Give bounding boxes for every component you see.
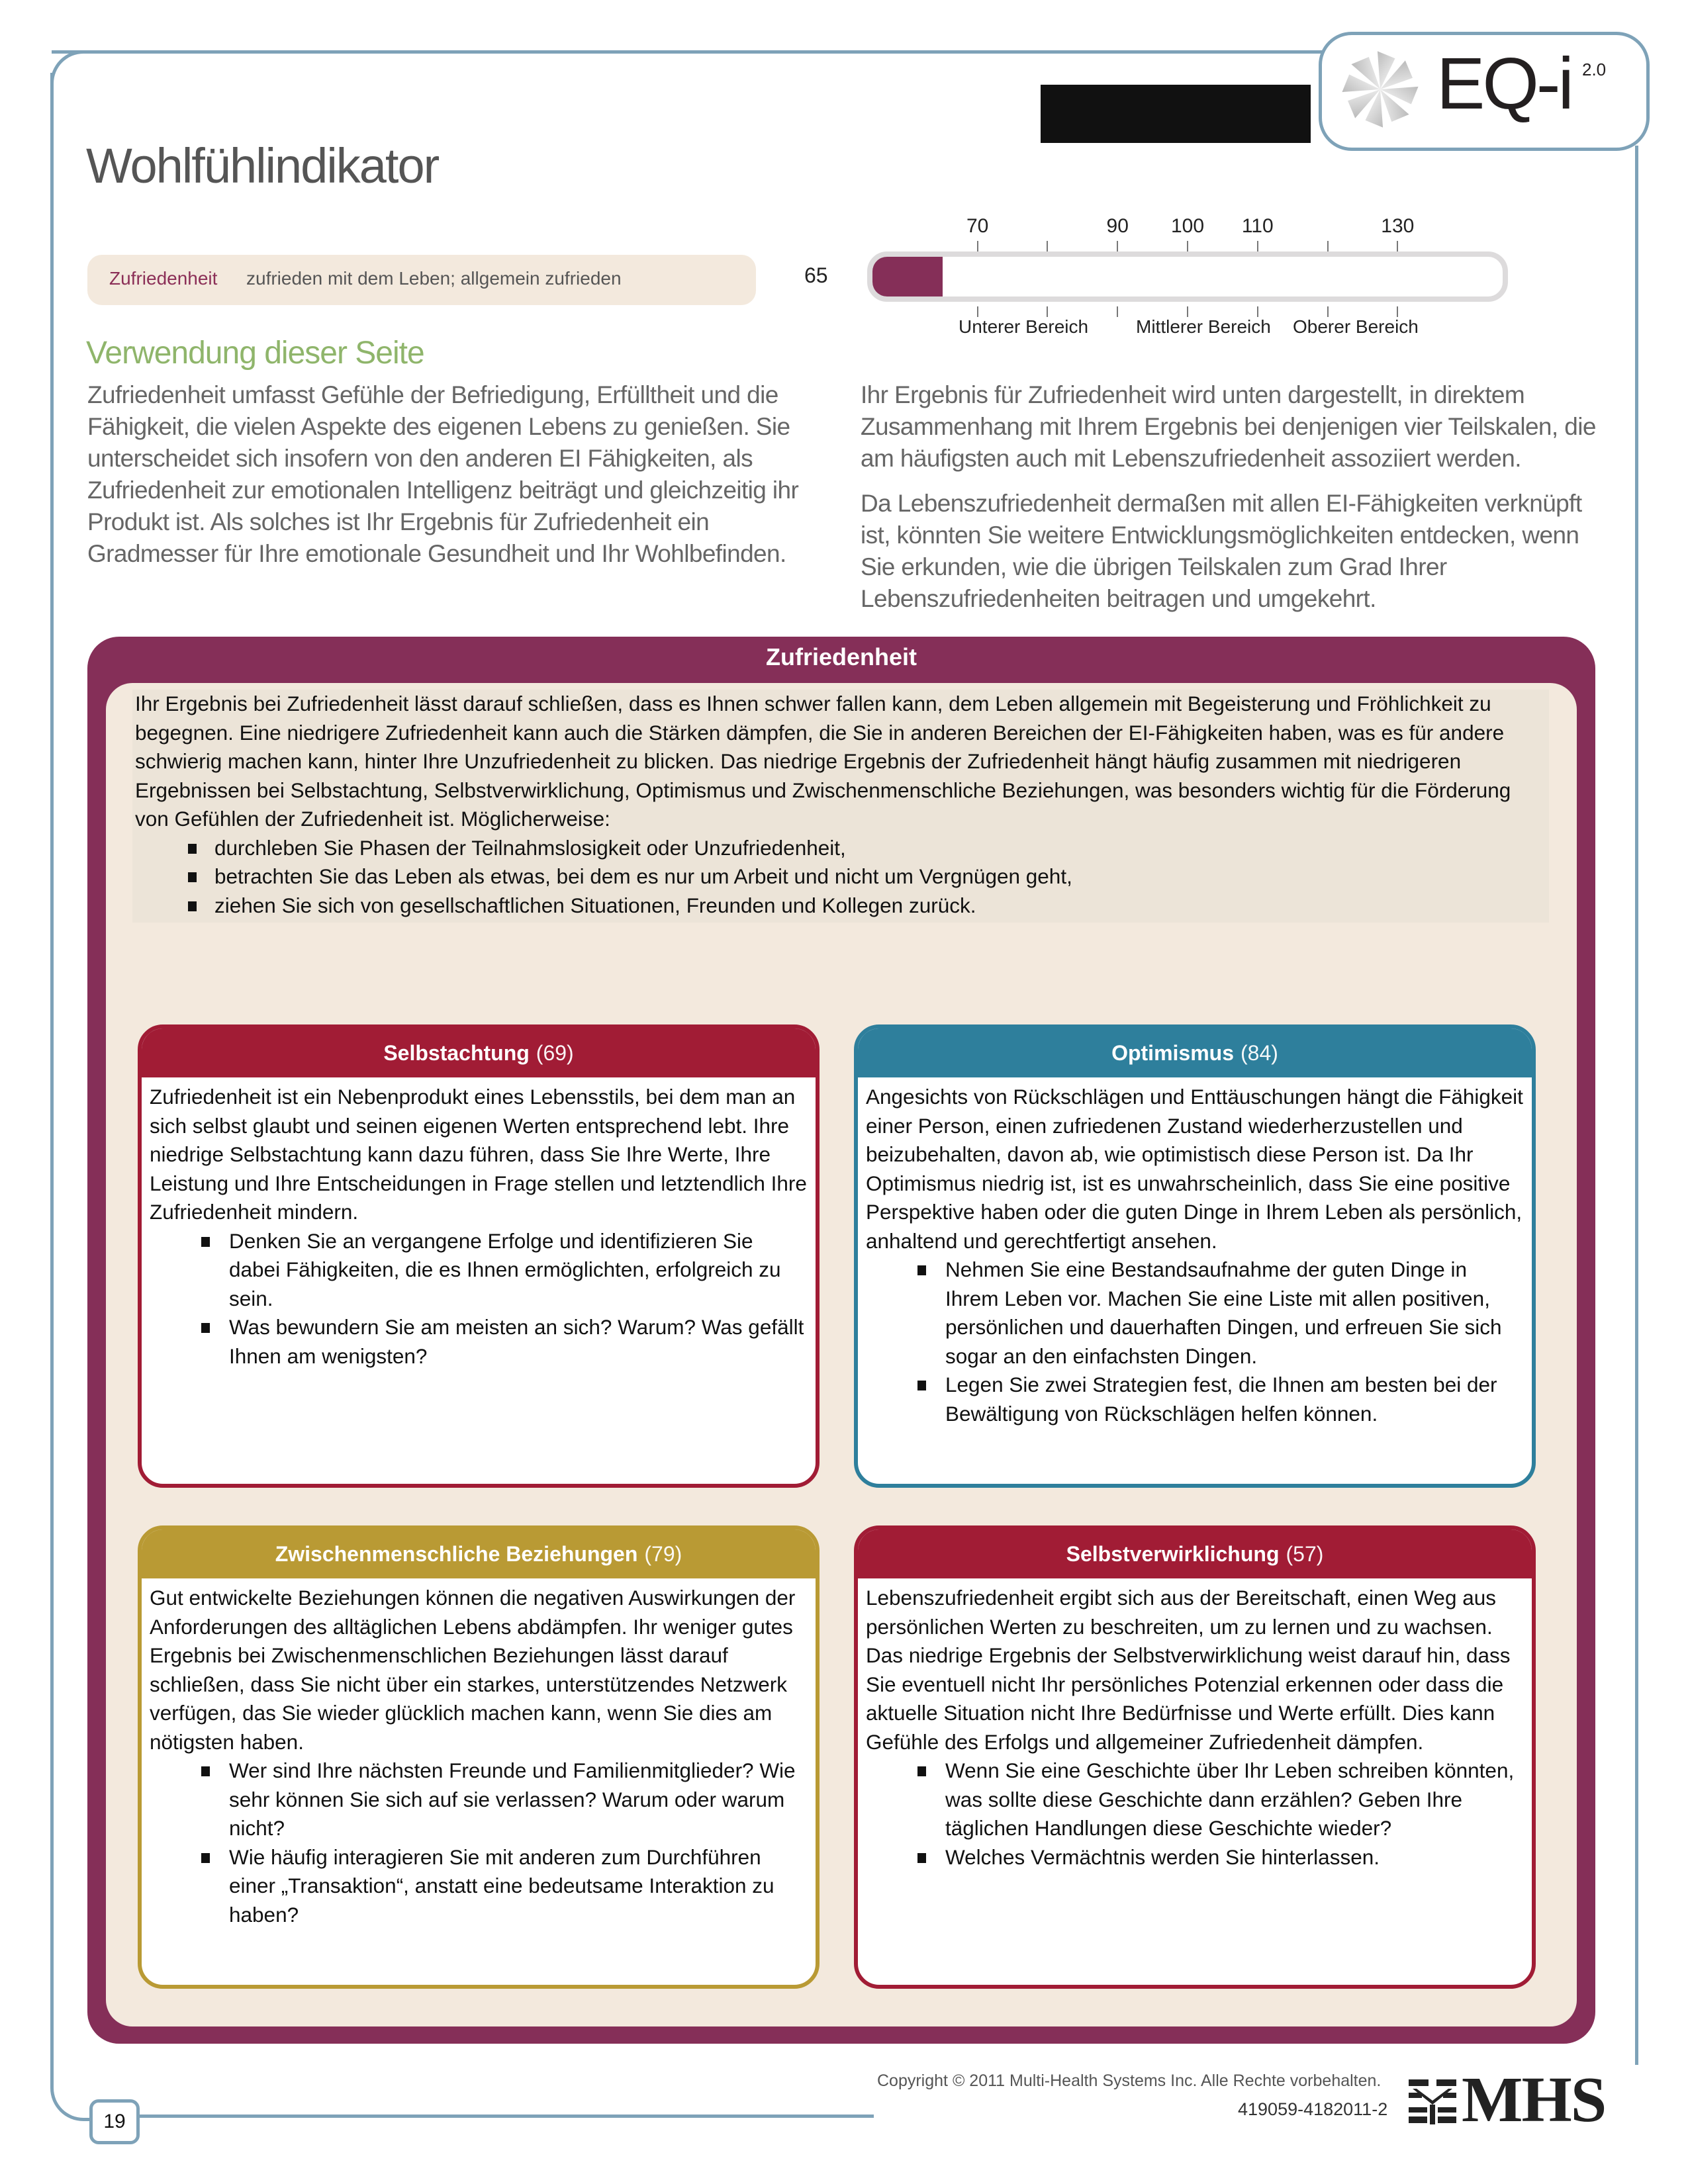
list-item: Nehmen Sie eine Bestandsaufnahme der guten Dinge in Ihrem Leben vor. Machen Sie eine Liste mit allen positiven, persönlichen und dauerhaften Dingen, und erfreuen Sie sich sogar an den einfachsten Dingen. — [866, 1255, 1525, 1371]
scale-score: 65 — [804, 263, 828, 287]
starburst-icon — [1340, 50, 1420, 129]
card-bullets — [866, 1756, 1525, 1872]
page-frame-corner — [50, 50, 93, 93]
card-score: (84) — [1241, 1041, 1278, 1065]
panel-summary — [132, 690, 1549, 923]
axis-tick — [1327, 306, 1329, 317]
card-text: Zufriedenheit ist ein Nebenprodukt eines Lebensstils, bei dem man an sich selbst glaubt und seinen eigenen Werten entsprechend lebt. Ihre niedrige Selbstachtung kann dazu führen, dass Sie Ihre Werte, Ihre Leistung und Ihre Entscheidungen in Frage stellen und letztendlich Ihre Zufriedenheit mindern. — [150, 1085, 807, 1224]
card-title: Optimismus — [1111, 1041, 1234, 1065]
card-text: Angesichts von Rückschlägen und Enttäuschungen hängt die Fähigkeit einer Person, einen zufriedenen Zustand wiederherzustellen und beizubehalten, davon ab, wie optimistisch diese Person ist. Da Ihr Optimismus niedrig ist, ist es unwahrscheinlich, dass Sie eine positive Perspektive haben oder die guten Dinge in Ihrem Leben als persönlich, anhaltend und gerechtfertigt ansehen. — [866, 1085, 1523, 1253]
score-bar-fill — [872, 257, 943, 296]
axis-tick-label: 90 — [1106, 215, 1129, 237]
page-frame-bottom — [132, 2115, 874, 2118]
intro-text-right — [861, 379, 1609, 628]
list-item: Wer sind Ihre nächsten Freunde und Familienmitglieder? Wie sehr können Sie sich auf sie verlassen? Warum oder warum nicht? — [150, 1756, 809, 1843]
list-item: durchleben Sie Phasen der Teilnahmslosigkeit oder Unzufriedenheit, — [135, 834, 1549, 863]
axis-tick — [1047, 306, 1048, 317]
list-item: Wie häufig interagieren Sie mit anderen zum Durchführen einer „Transaktion“, anstatt eine bedeutsame Interaktion zu haben? — [150, 1843, 809, 1930]
page-frame-right — [1635, 146, 1638, 2065]
report-code: 419059-4182011-2 — [1238, 2099, 1388, 2119]
axis-tick-label: 130 — [1381, 215, 1415, 237]
list-item: betrachten Sie das Leben als etwas, bei dem es nur um Arbeit und nicht um Vergnügen geht, — [135, 862, 1549, 891]
card-header — [142, 1529, 816, 1578]
card-score: (79) — [644, 1542, 682, 1566]
summary-bullets — [135, 834, 1549, 921]
axis-tick — [1327, 241, 1329, 251]
range-label-high: Oberer Bereich — [1293, 316, 1419, 337]
intro-paragraph: Ihr Ergebnis für Zufriedenheit wird unten dargestellt, in direktem Zusammenhang mit Ihrem Ergebnis bei denjenigen vier Teilskalen, die am häufigsten auch mit Lebenszufriedenheit assoziiert werden. — [861, 381, 1596, 472]
redacted-block — [1041, 85, 1311, 143]
copyright-text: Copyright © 2011 Multi-Health Systems Inc. Alle Rechte vorbehalten. — [877, 2071, 1382, 2090]
axis-tick — [1397, 306, 1398, 317]
axis-tick — [1187, 241, 1188, 251]
list-item: ziehen Sie sich von gesellschaftlichen Situationen, Freunden und Kollegen zurück. — [135, 891, 1549, 921]
card-selbstachtung — [138, 1024, 820, 1488]
axis-tick — [977, 306, 978, 317]
page-frame-top — [52, 50, 1336, 54]
axis-tick — [1257, 241, 1258, 251]
axis-tick-label: 70 — [966, 215, 989, 237]
mhs-logo-text: MHS — [1462, 2064, 1606, 2136]
page-number: 19 — [89, 2099, 140, 2144]
card-header — [858, 1529, 1532, 1578]
axis-tick-label: 100 — [1170, 215, 1205, 237]
card-zwischenmenschliche-beziehungen — [138, 1525, 820, 1989]
list-item: Was bewundern Sie am meisten an sich? Warum? Was gefällt Ihnen am wenigsten? — [150, 1313, 809, 1371]
card-selbstverwirklichung — [854, 1525, 1536, 1989]
axis-tick — [977, 241, 978, 251]
intro-paragraph: Da Lebenszufriedenheit dermaßen mit allen EI-Fähigkeiten verknüpft ist, könnten Sie weitere Entwicklungsmöglichkeiten entdecken, wenn Sie erkunden, wie die übrigen Teilskalen zum Grad Ihrer Lebenszufriedenheiten beitragen und umgekehrt. — [861, 490, 1582, 612]
card-text: Gut entwickelte Beziehungen können die negativen Auswirkungen der Anforderungen des alltäglichen Lebens abdämpfen. Ihr weniger gutes Ergebnis bei Zwischenmenschlichen Beziehungen lässt darauf schließen, dass Sie nicht über ein starkes, unterstützendes Netzwerk verfügen, das Sie wieder glücklich machen kann, wenn Sie dies am nötigsten haben. — [150, 1586, 796, 1754]
range-label-low: Unterer Bereich — [959, 316, 1089, 337]
mhs-emblem-icon — [1409, 2078, 1456, 2126]
card-score: (69) — [536, 1041, 574, 1065]
list-item: Wenn Sie eine Geschichte über Ihr Leben schreiben könnten, was sollte diese Geschichte dann erzählen? Geben Ihre täglichen Handlungen diese Geschichte wieder? — [866, 1756, 1525, 1843]
page-title: Wohlfühlindikator — [86, 138, 439, 193]
card-header — [858, 1028, 1532, 1077]
card-bullets — [866, 1255, 1525, 1428]
scale-name: Zufriedenheit — [109, 268, 218, 289]
card-header — [142, 1028, 816, 1077]
list-item: Welches Vermächtnis werden Sie hinterlassen. — [866, 1843, 1525, 1872]
list-item: Legen Sie zwei Strategien fest, die Ihnen am besten bei der Bewältigung von Rückschlägen helfen können. — [866, 1371, 1525, 1428]
card-body — [858, 1578, 1532, 1872]
range-label-mid: Mittlerer Bereich — [1136, 316, 1271, 337]
axis-tick-label: 110 — [1241, 215, 1274, 237]
list-item: Denken Sie an vergangene Erfolge und identifizieren Sie dabei Fähigkeiten, die es Ihnen ermöglichten, erfolgreich zu sein. — [150, 1227, 809, 1314]
page-frame-left — [50, 73, 54, 2085]
eqi-logo-version: 2.0 — [1582, 60, 1607, 79]
card-text: Lebenszufriedenheit ergibt sich aus der Bereitschaft, einen Weg aus persönlichen Werten zu beschreiten, um zu lernen und zu wachsen. Das niedrige Ergebnis der Selbstverwirklichung weist darauf hin, dass Sie eventuell nicht Ihr persönliches Potenzial erkennen oder dass die aktuelle Situation nicht Ihre Bedürfnisse und Werte erfüllt. Dies kann Gefühle des Erfolgs und allgemeiner Zufriedenheit dämpfen. — [866, 1586, 1511, 1754]
card-bullets — [150, 1756, 809, 1929]
panel-title: Zufriedenheit — [765, 643, 917, 670]
card-body — [142, 1578, 816, 1929]
score-bar-track — [867, 251, 1508, 302]
axis-tick — [1047, 241, 1048, 251]
card-title: Selbstachtung — [383, 1041, 530, 1065]
axis-tick — [1397, 241, 1398, 251]
card-optimismus — [854, 1024, 1536, 1488]
page-frame-corner — [50, 2078, 93, 2121]
card-body — [142, 1077, 816, 1371]
eqi-logo-text: EQ-i — [1436, 43, 1571, 124]
scale-description: zufrieden mit dem Leben; allgemein zufrieden — [246, 268, 622, 289]
card-title: Selbstverwirklichung — [1066, 1542, 1280, 1566]
card-body — [858, 1077, 1532, 1428]
axis-tick — [1187, 306, 1188, 317]
axis-tick — [1117, 306, 1118, 317]
card-bullets — [150, 1227, 809, 1371]
summary-text: Ihr Ergebnis bei Zufriedenheit lässt darauf schließen, dass es Ihnen schwer fallen kann, dem Leben allgemein mit Begeisterung und Fröhlichkeit zu begegnen. Eine niedrigere Zufriedenheit kann auch die Stärken dämpfen, die Sie in anderen Bereichen der EI-Fähigkeiten haben, was es für andere schwierig machen kann, hinter Ihre Unzufriedenheit zu blicken. Das niedrige Ergebnis der Zufriedenheit hängt häufig zusammen mit niedrigeren Ergebnissen bei Selbstachtung, Selbstverwirklichung, Optimismus und Zwischenmenschliche Beziehungen, was besonders wichtig für die Förderung von Gefühlen der Zufriedenheit ist. Möglicherweise: — [135, 692, 1511, 831]
axis-tick — [1117, 241, 1118, 251]
intro-text-left: Zufriedenheit umfasst Gefühle der Befriedigung, Erfülltheit und die Fähigkeit, die vielen Aspekte des eigenen Lebens zu genießen. Sie unterscheidet sich insofern von den anderen EI Fähigkeiten, als Zufriedenheit zur emotionalen Intelligenz beiträgt und gleichzeitig ihr Produkt ist. Als solches ist Ihr Ergebnis für Zufriedenheit ein Gradmesser für Ihre emotionale Gesundheit und Ihr Wohlbefinden. — [87, 381, 799, 567]
card-title: Zwischenmenschliche Beziehungen — [275, 1542, 638, 1566]
card-score: (57) — [1286, 1542, 1324, 1566]
axis-tick — [1257, 306, 1258, 317]
section-heading: Verwendung dieser Seite — [86, 336, 424, 371]
